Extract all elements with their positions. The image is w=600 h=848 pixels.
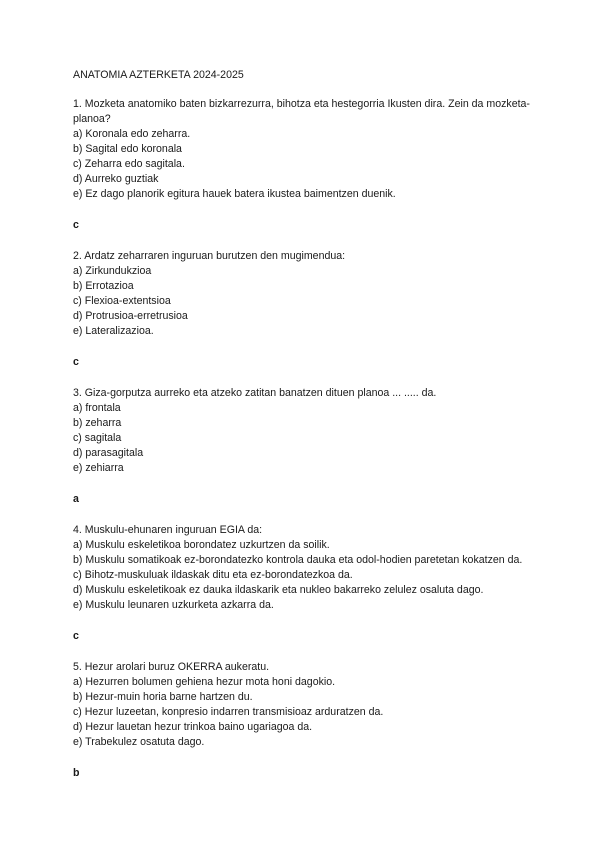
option-c: c) Zeharra edo sagitala. [73, 158, 185, 170]
answer-options [73, 401, 543, 476]
option-e: e) Ez dago planorik egitura hauek batera ikustea baimentzen duenik. [73, 188, 396, 200]
correct-answer: c [73, 219, 79, 231]
option-b: b) Sagital edo koronala [73, 143, 182, 155]
correct-answer: b [73, 767, 80, 779]
option-e: e) Muskulu leunaren uzkurketa azkarra da. [73, 599, 274, 611]
option-e: e) Lateralizazioa. [73, 325, 154, 337]
option-a: a) Zirkundukzioa [73, 265, 152, 277]
question-5 [73, 660, 543, 781]
option-a: a) Hezurren bolumen gehiena hezur mota honi dagokio. [73, 676, 336, 688]
option-d: d) Aurreko guztiak [73, 173, 159, 185]
question-2 [73, 249, 543, 370]
question-1 [73, 97, 543, 233]
correct-answer: a [73, 493, 79, 505]
option-b: b) Hezur-muin horia barne hartzen du. [73, 691, 253, 703]
answer-options [73, 127, 543, 202]
option-d: d) parasagitala [73, 447, 144, 459]
option-c: c) sagitala [73, 432, 122, 444]
option-b: b) Errotazioa [73, 280, 134, 292]
answer-options [73, 264, 543, 339]
option-a: a) frontala [73, 402, 121, 414]
correct-answer: c [73, 630, 79, 642]
option-c: c) Flexioa-extentsioa [73, 295, 171, 307]
option-d: d) Muskulu eskeletikoak ez dauka ildaskarik eta nukleo bakarreko zelulez osaluta dago. [73, 584, 484, 596]
option-d: d) Hezur lauetan hezur trinkoa baino ugariagoa da. [73, 721, 313, 733]
option-e: e) Trabekulez osatuta dago. [73, 736, 205, 748]
option-b: b) zeharra [73, 417, 122, 429]
correct-answer: c [73, 356, 79, 368]
question-3 [73, 386, 543, 507]
document-title: ANATOMIA AZTERKETA 2024-2025 [73, 69, 244, 81]
option-a: a) Koronala edo zeharra. [73, 128, 191, 140]
option-b: b) Muskulu somatikoak ez-borondatezko kontrola dauka eta odol-hodien paretetan kokatzen da. [73, 554, 523, 566]
answer-options [73, 675, 543, 750]
question-text: 2. Ardatz zeharraren inguruan burutzen den mugimendua: [73, 250, 346, 262]
question-text: 1. Mozketa anatomiko baten bizkarrezurra, bihotza eta hestegorria Ikusten dira. Zein da mozketa-planoa? [73, 98, 530, 125]
option-e: e) zehiarra [73, 462, 124, 474]
question-4 [73, 523, 543, 644]
option-a: a) Muskulu eskeletikoa borondatez uzkurtzen da soilik. [73, 539, 330, 551]
question-text: 3. Giza-gorputza aurreko eta atzeko zatitan banatzen dituen planoa ... ..... da. [73, 387, 437, 399]
question-text: 4. Muskulu-ehunaren inguruan EGIA da: [73, 524, 263, 536]
option-d: d) Protrusioa-erretrusioa [73, 310, 188, 322]
question-text: 5. Hezur arolari buruz OKERRA aukeratu. [73, 661, 270, 673]
document-page [73, 68, 543, 797]
option-c: c) Bihotz-muskuluak ildaskak ditu eta ez-borondatezkoa da. [73, 569, 353, 581]
option-c: c) Hezur luzeetan, konpresio indarren transmisioaz arduratzen da. [73, 706, 384, 718]
answer-options [73, 538, 543, 613]
